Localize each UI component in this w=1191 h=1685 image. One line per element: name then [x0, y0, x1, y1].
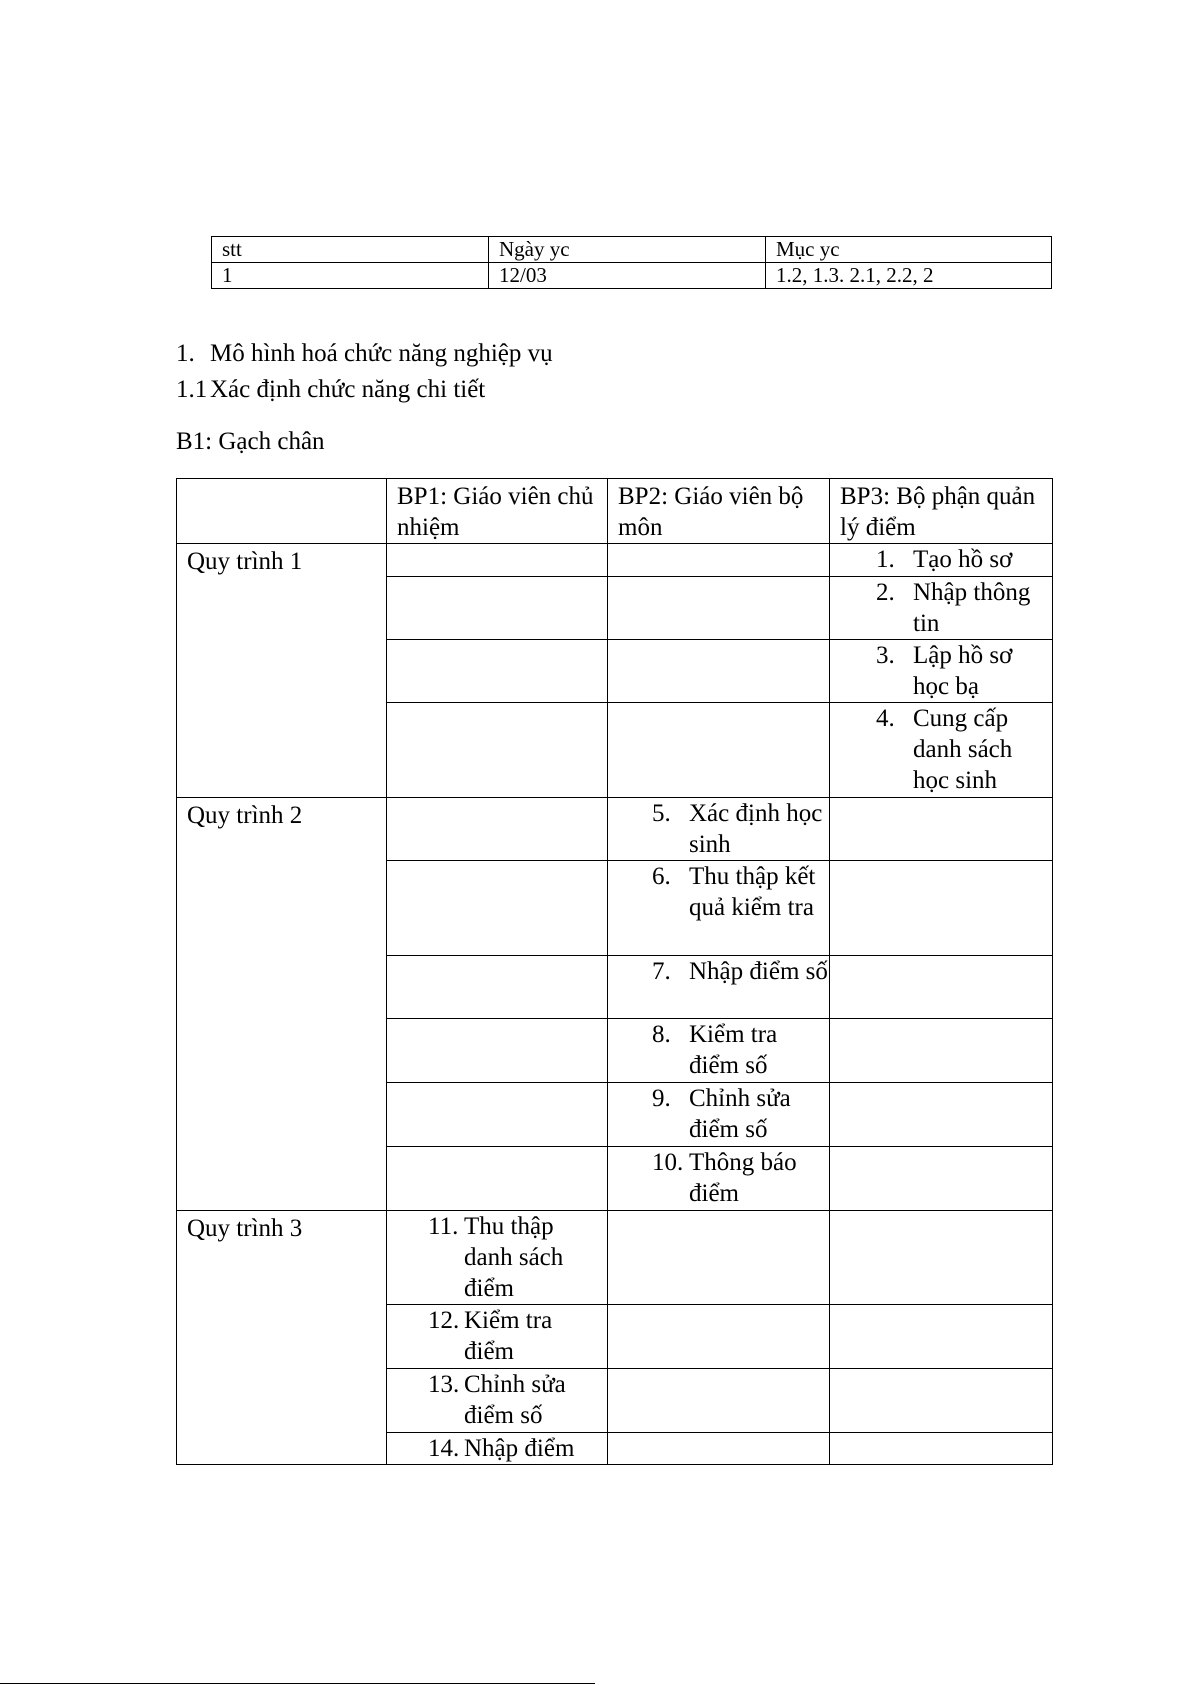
step-2 [876, 577, 1052, 639]
step-number: 9. [652, 1085, 671, 1112]
empty-cell [830, 1433, 1053, 1465]
step-13 [428, 1369, 607, 1431]
heading-text: Xác định chức năng chi tiết [210, 376, 486, 403]
empty-cell [830, 861, 1053, 956]
empty-cell [387, 1147, 608, 1211]
step-text: Thông báo điểm [689, 1149, 797, 1207]
step-text: Tạo hồ sơ [913, 546, 1013, 573]
empty-cell [608, 703, 830, 798]
step-10 [652, 1147, 829, 1209]
request-table-header-row [212, 237, 1052, 263]
step-8 [652, 1019, 829, 1081]
empty-cell [608, 1305, 830, 1369]
step-number: 3. [876, 642, 895, 669]
step-text: Lập hồ sơ học bạ [913, 642, 1013, 700]
step-cell-9 [608, 1083, 830, 1147]
step-text: Xác định học sinh [689, 800, 823, 858]
step-text: Thu thập kết quả kiểm tra [689, 863, 816, 921]
request-table [211, 236, 1052, 289]
empty-cell [608, 1211, 830, 1305]
step-number: 12. [428, 1307, 460, 1334]
table-row [177, 544, 1053, 577]
step-text: Chỉnh sửa điểm số [689, 1085, 791, 1143]
step-3 [876, 640, 1052, 702]
step-cell-12 [387, 1305, 608, 1369]
empty-cell [608, 577, 830, 640]
step-cell-2 [830, 577, 1053, 640]
empty-cell [387, 798, 608, 861]
step-number: 6. [652, 863, 671, 890]
step-text: Nhập điểm [464, 1435, 575, 1462]
step-text: Cung cấp danh sách học sinh [913, 705, 1013, 794]
step-cell-3 [830, 640, 1053, 703]
step-number: 1. [876, 546, 895, 573]
empty-cell [387, 1019, 608, 1083]
step-1 [876, 544, 1052, 575]
empty-cell [830, 1369, 1053, 1433]
heading-number: 1. [176, 340, 195, 367]
header-bp1: BP1: Giáo viên chủ nhiệm [387, 479, 608, 544]
request-header-item: Mục yc [766, 237, 1052, 263]
step-number: 11. [428, 1213, 459, 1240]
step-12 [428, 1305, 607, 1367]
request-cell-stt: 1 [212, 263, 489, 289]
step-number: 5. [652, 800, 671, 827]
step-cell-6 [608, 861, 830, 956]
empty-cell [830, 1305, 1053, 1369]
step-text: Kiểm tra điểm [464, 1307, 553, 1365]
empty-cell [387, 640, 608, 703]
step-number: 14. [428, 1435, 460, 1462]
header-bp3: BP3: Bộ phận quản lý điểm [830, 479, 1053, 544]
heading-text: Mô hình hoá chức năng nghiệp vụ [210, 340, 553, 367]
heading-section-1-1 [176, 375, 485, 405]
empty-cell [830, 798, 1053, 861]
empty-cell [830, 956, 1053, 1019]
step-cell-8 [608, 1019, 830, 1083]
empty-cell [387, 544, 608, 577]
header-empty [177, 479, 387, 544]
process-1-label: Quy trình 1 [177, 544, 387, 798]
step-cell-11 [387, 1211, 608, 1305]
heading-step-b1: B1: Gạch chân [176, 428, 325, 455]
process-3-label: Quy trình 3 [177, 1211, 387, 1465]
function-table-header-row [177, 479, 1053, 544]
step-number: 8. [652, 1021, 671, 1048]
empty-cell [387, 703, 608, 798]
heading-section-1 [176, 339, 553, 369]
request-header-date: Ngày yc [489, 237, 766, 263]
empty-cell [608, 640, 830, 703]
step-14 [428, 1433, 607, 1464]
step-number: 10. [652, 1149, 684, 1176]
request-cell-date: 12/03 [489, 263, 766, 289]
request-cell-item: 1.2, 1.3. 2.1, 2.2, 2 [766, 263, 1052, 289]
step-text: Nhập thông tin [913, 579, 1031, 637]
footnote-separator [0, 1683, 595, 1684]
step-text: Nhập điểm số [689, 958, 828, 985]
step-9 [652, 1083, 829, 1145]
empty-cell [830, 1147, 1053, 1211]
empty-cell [830, 1083, 1053, 1147]
step-number: 7. [652, 958, 671, 985]
request-table-row [212, 263, 1052, 289]
empty-cell [387, 577, 608, 640]
step-7 [652, 956, 829, 987]
step-cell-10 [608, 1147, 830, 1211]
empty-cell [608, 544, 830, 577]
step-cell-4 [830, 703, 1053, 798]
empty-cell [608, 1433, 830, 1465]
step-cell-5 [608, 798, 830, 861]
table-row [177, 798, 1053, 861]
heading-number: 1.1 [176, 376, 208, 403]
step-5 [652, 798, 829, 860]
empty-cell [608, 1369, 830, 1433]
step-11 [428, 1211, 607, 1304]
step-number: 4. [876, 705, 895, 732]
request-header-stt: stt [212, 237, 489, 263]
empty-cell [830, 1019, 1053, 1083]
header-bp2: BP2: Giáo viên bộ môn [608, 479, 830, 544]
step-6 [652, 861, 829, 923]
step-cell-13 [387, 1369, 608, 1433]
step-4 [876, 703, 1052, 796]
step-text: Chỉnh sửa điểm số [464, 1371, 566, 1429]
step-cell-7 [608, 956, 830, 1019]
step-cell-14 [387, 1433, 608, 1465]
step-cell-1 [830, 544, 1053, 577]
function-table [176, 478, 1053, 1465]
empty-cell [387, 861, 608, 956]
step-number: 2. [876, 579, 895, 606]
table-row [177, 1211, 1053, 1305]
step-text: Kiểm tra điểm số [689, 1021, 778, 1079]
empty-cell [387, 1083, 608, 1147]
empty-cell [830, 1211, 1053, 1305]
step-number: 13. [428, 1371, 460, 1398]
process-2-label: Quy trình 2 [177, 798, 387, 1211]
empty-cell [387, 956, 608, 1019]
step-text: Thu thập danh sách điểm [464, 1213, 564, 1302]
